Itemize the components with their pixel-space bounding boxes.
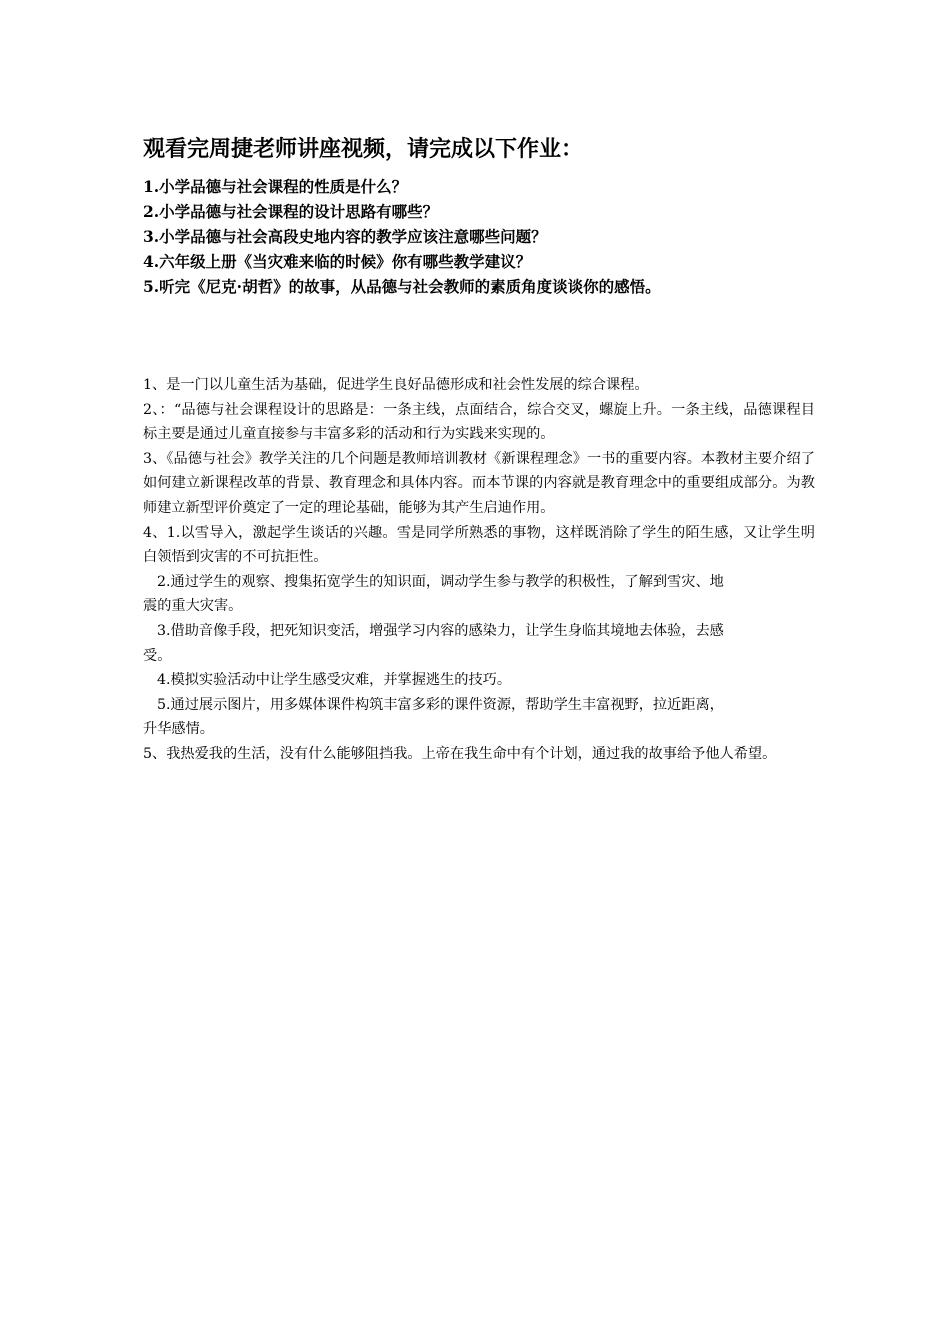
answer-4-point-5-first-line: 5.通过展示图片，用多媒体课件构筑丰富多彩的课件资源，帮助学生丰富视野，拉近距离， (157, 696, 724, 713)
answer-4-point-2-continuation: 震的重大灾害。 (143, 598, 243, 615)
question-item: 3.小学品德与社会高段史地内容的教学应该注意哪些问题？ (143, 227, 547, 246)
answer-section (143, 373, 815, 767)
assignment-title: 观看完周捷老师讲座视频，请完成以下作业： (143, 136, 584, 162)
question-list (143, 174, 823, 299)
answer-4-point-4 (143, 668, 815, 693)
answer-3: 3、《品德与社会》教学关注的几个问题是教师培训教材《新课程理念》一书的重要内容。本教材主要介绍了如何建立新课程改革的背景、教育理念和具体内容。而本节课的内容就是教育理念中的重要组成部分。为教师建立新型评价奠定了一定的理论基础，能够为其产生启迪作用。 (143, 450, 815, 516)
answer-4-point-5 (143, 693, 815, 742)
answer-4-point-1: 4、1.以雪导入，激起学生谈话的兴趣。雪是同学所熟悉的事物，这样既消除了学生的陌生感，又让学生明白领悟到灾害的不可抗拒性。 (143, 524, 815, 566)
question-item: 2.小学品德与社会课程的设计思路有哪些？ (143, 202, 439, 221)
answer-2: 2、：“品德与社会课程设计的思路是：一条主线，点面结合，综合交叉，螺旋上升。一条主线，品德课程目标主要是通过儿童直接参与丰富多彩的活动和行为实践来实现的。 (143, 401, 815, 443)
answer-4-point-4-text: 4.模拟实验活动中让学生感受灾难，并掌握逃生的技巧。 (157, 672, 512, 689)
answer-1: 1、是一门以儿童生活为基础，促进学生良好品德形成和社会性发展的综合课程。 (143, 377, 649, 393)
answer-4-point-3-first-line: 3.借助音像手段，把死知识变活，增强学习内容的感染力，让学生身临其境地去体验，去感 (157, 622, 724, 639)
answer-4-point-2-first-line: 2.通过学生的观察、搜集拓宽学生的知识面，调动学生参与教学的积极性，了解到雪灾、地 (157, 573, 724, 590)
answer-5: 5、我热爱我的生活，没有什么能够阻挡我。上帝在我生命中有个计划，通过我的故事给予他人希望。 (143, 745, 777, 762)
answer-4-point-3 (143, 619, 815, 668)
question-item: 4.六年级上册《当灾难来临的时候》你有哪些教学建议？ (143, 252, 532, 271)
question-item: 5.听完《尼克·胡哲》的故事，从品德与社会教师的素质角度谈谈你的感悟。 (143, 277, 661, 296)
answer-4-point-5-continuation: 升华感情。 (143, 721, 214, 738)
answer-4-point-3-continuation: 受。 (143, 647, 172, 664)
question-item: 1.小学品德与社会课程的性质是什么？ (143, 177, 408, 196)
answer-4-point-2 (143, 570, 815, 619)
